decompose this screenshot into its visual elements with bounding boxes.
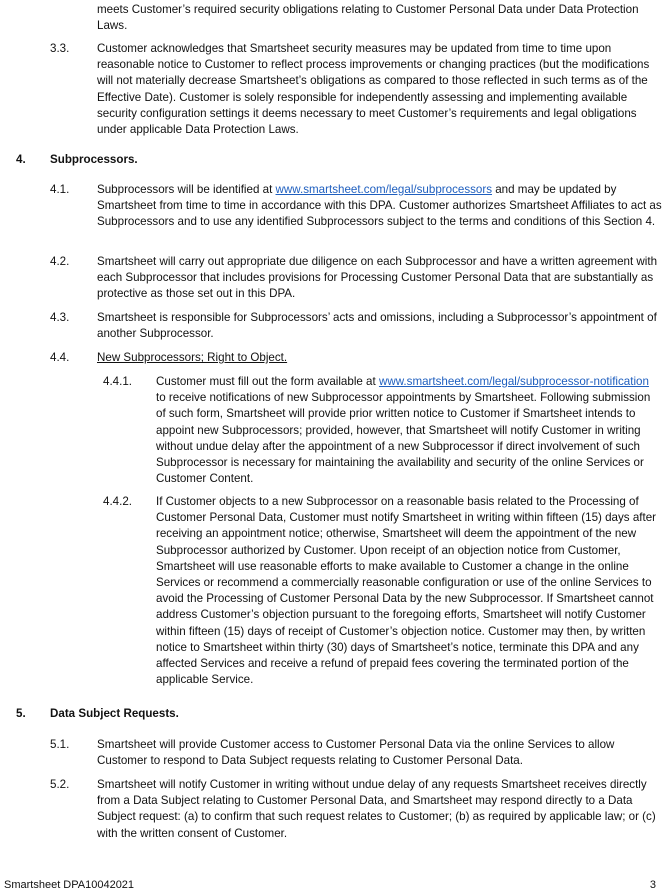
section-5-title: Data Subject Requests. bbox=[50, 707, 179, 720]
clause-number-4-4-2: 4.4.2. bbox=[103, 495, 133, 508]
clause-number-5-2: 5.2. bbox=[50, 778, 70, 791]
section-number-5: 5. bbox=[16, 707, 26, 720]
footer-page-number: 3 bbox=[649, 879, 656, 891]
clause-4-4-title: New Subprocessors; Right to Object. bbox=[97, 351, 288, 364]
clause-number-4-3: 4.3. bbox=[50, 311, 70, 324]
clause-number-5-1: 5.1. bbox=[50, 738, 70, 751]
clause-4-4-1-text-end: to receive notifications of new Subprocessor appointments by Smartsheet. Following submission of such form, Smartsheet will provide prior written notice to Customer if Smartsheet intends to appoint new Subprocessors; provided, however, that Smartsheet will notify Customer in writing without undue delay after the appointment of a new Subprocessor if direct involvement of such Subprocessor is necessary for maintaining the availability and security of the online Services or Customer Content. bbox=[156, 391, 651, 486]
clause-number-3-3: 3.3. bbox=[50, 42, 70, 55]
clause-4-4-2-text: If Customer objects to a new Subprocessor on a reasonable basis related to the Processing of Customer Personal Data, Customer must notify Smartsheet in writing within fifteen (15) days after receiving an appointment notice; otherwise, Smartsheet will deem the appointment of the new Subprocessor authorized by Customer. Upon receipt of an objection notice from Customer, Smartsheet will use reasonable efforts to make available to Customer a change in the online Services or recommend a commercially reasonable configuration or use of the online Services to avoid the Processing of Customer Personal Data by the new Subprocessor. If Smartsheet cannot address Customer’s objection pursuant to the foregoing efforts, Smartsheet will notify Customer within fifteen (15) days of receipt of Customer’s objection notice. Customer may then, by written notice to Smartsheet within thirty (30) days of Smartsheet’s notice, terminate this DPA and any affected Services and receive a refund of prepaid fees covering the terminated portion of the applicable Service. bbox=[156, 495, 657, 687]
clause-number-4-1: 4.1. bbox=[50, 183, 70, 196]
subprocessor-notification-link[interactable]: www.smartsheet.com/legal/subprocessor-notification bbox=[378, 375, 649, 388]
clause-4-4-1-text bbox=[156, 374, 659, 487]
clause-4-1-text-start: Subprocessors will be identified at bbox=[97, 183, 276, 196]
clause-4-4-1-text-start: Customer must fill out the form available at bbox=[156, 375, 379, 388]
clause-5-2-text: Smartsheet will notify Customer in writing without undue delay of any requests Smartsheet receives directly from a Data Subject relating to Customer Personal Data, and Smartsheet may respond directly to a Data Subject request: (a) to confirm that such request relates to Customer; (b) as required by applicable law; or (c) with the written consent of Customer. bbox=[97, 778, 656, 840]
clause-4-3-text: Smartsheet is responsible for Subprocessors’ acts and omissions, including a Subprocessor’s appointment of another Subprocessor. bbox=[97, 311, 657, 341]
clause-4-1-text bbox=[97, 182, 662, 231]
clause-3-3-text: Customer acknowledges that Smartsheet security measures may be updated from time to time upon reasonable notice to Customer to reflect process improvements or changing practices (but the modifications will not materially decrease Smartsheet’s obligations as compared to those reflected in such terms as of the Effective Date). Customer is solely responsible for independently assessing and implementing available security configuration settings it deems necessary to meet Customer’s requirements and legal obligations under applicable Data Protection Laws. bbox=[97, 42, 650, 137]
clause-5-1-text: Smartsheet will provide Customer access to Customer Personal Data via the online Services to allow Customer to respond to Data Subject requests relating to Customer Personal Data. bbox=[97, 738, 615, 768]
subprocessors-link[interactable]: www.smartsheet.com/legal/subprocessors bbox=[275, 183, 493, 196]
section-4-title: Subprocessors. bbox=[50, 153, 138, 166]
clause-number-4-4-1: 4.4.1. bbox=[103, 375, 133, 388]
clause-4-1-text-end: and may be updated by Smartsheet from time to time in accordance with this DPA. Customer authorizes Smartsheet Affiliates to act as Subprocessors and to use any identified Subprocessors subject to the terms and conditions of this Section 4. bbox=[97, 183, 662, 229]
clause-4-2-text: Smartsheet will carry out appropriate due diligence on each Subprocessor and have a written agreement with each Subprocessor that includes provisions for Processing Customer Personal Data that are substantially as protective as those set out in this DPA. bbox=[97, 255, 658, 301]
clause-number-4-2: 4.2. bbox=[50, 255, 70, 268]
section-number-4: 4. bbox=[16, 153, 26, 166]
clause-number-4-4: 4.4. bbox=[50, 351, 70, 364]
footer-document-id: Smartsheet DPA10042021 bbox=[4, 879, 135, 891]
paragraph-continuation: meets Customer’s required security obligations relating to Customer Personal Data under Data Protection Laws. bbox=[97, 3, 639, 33]
